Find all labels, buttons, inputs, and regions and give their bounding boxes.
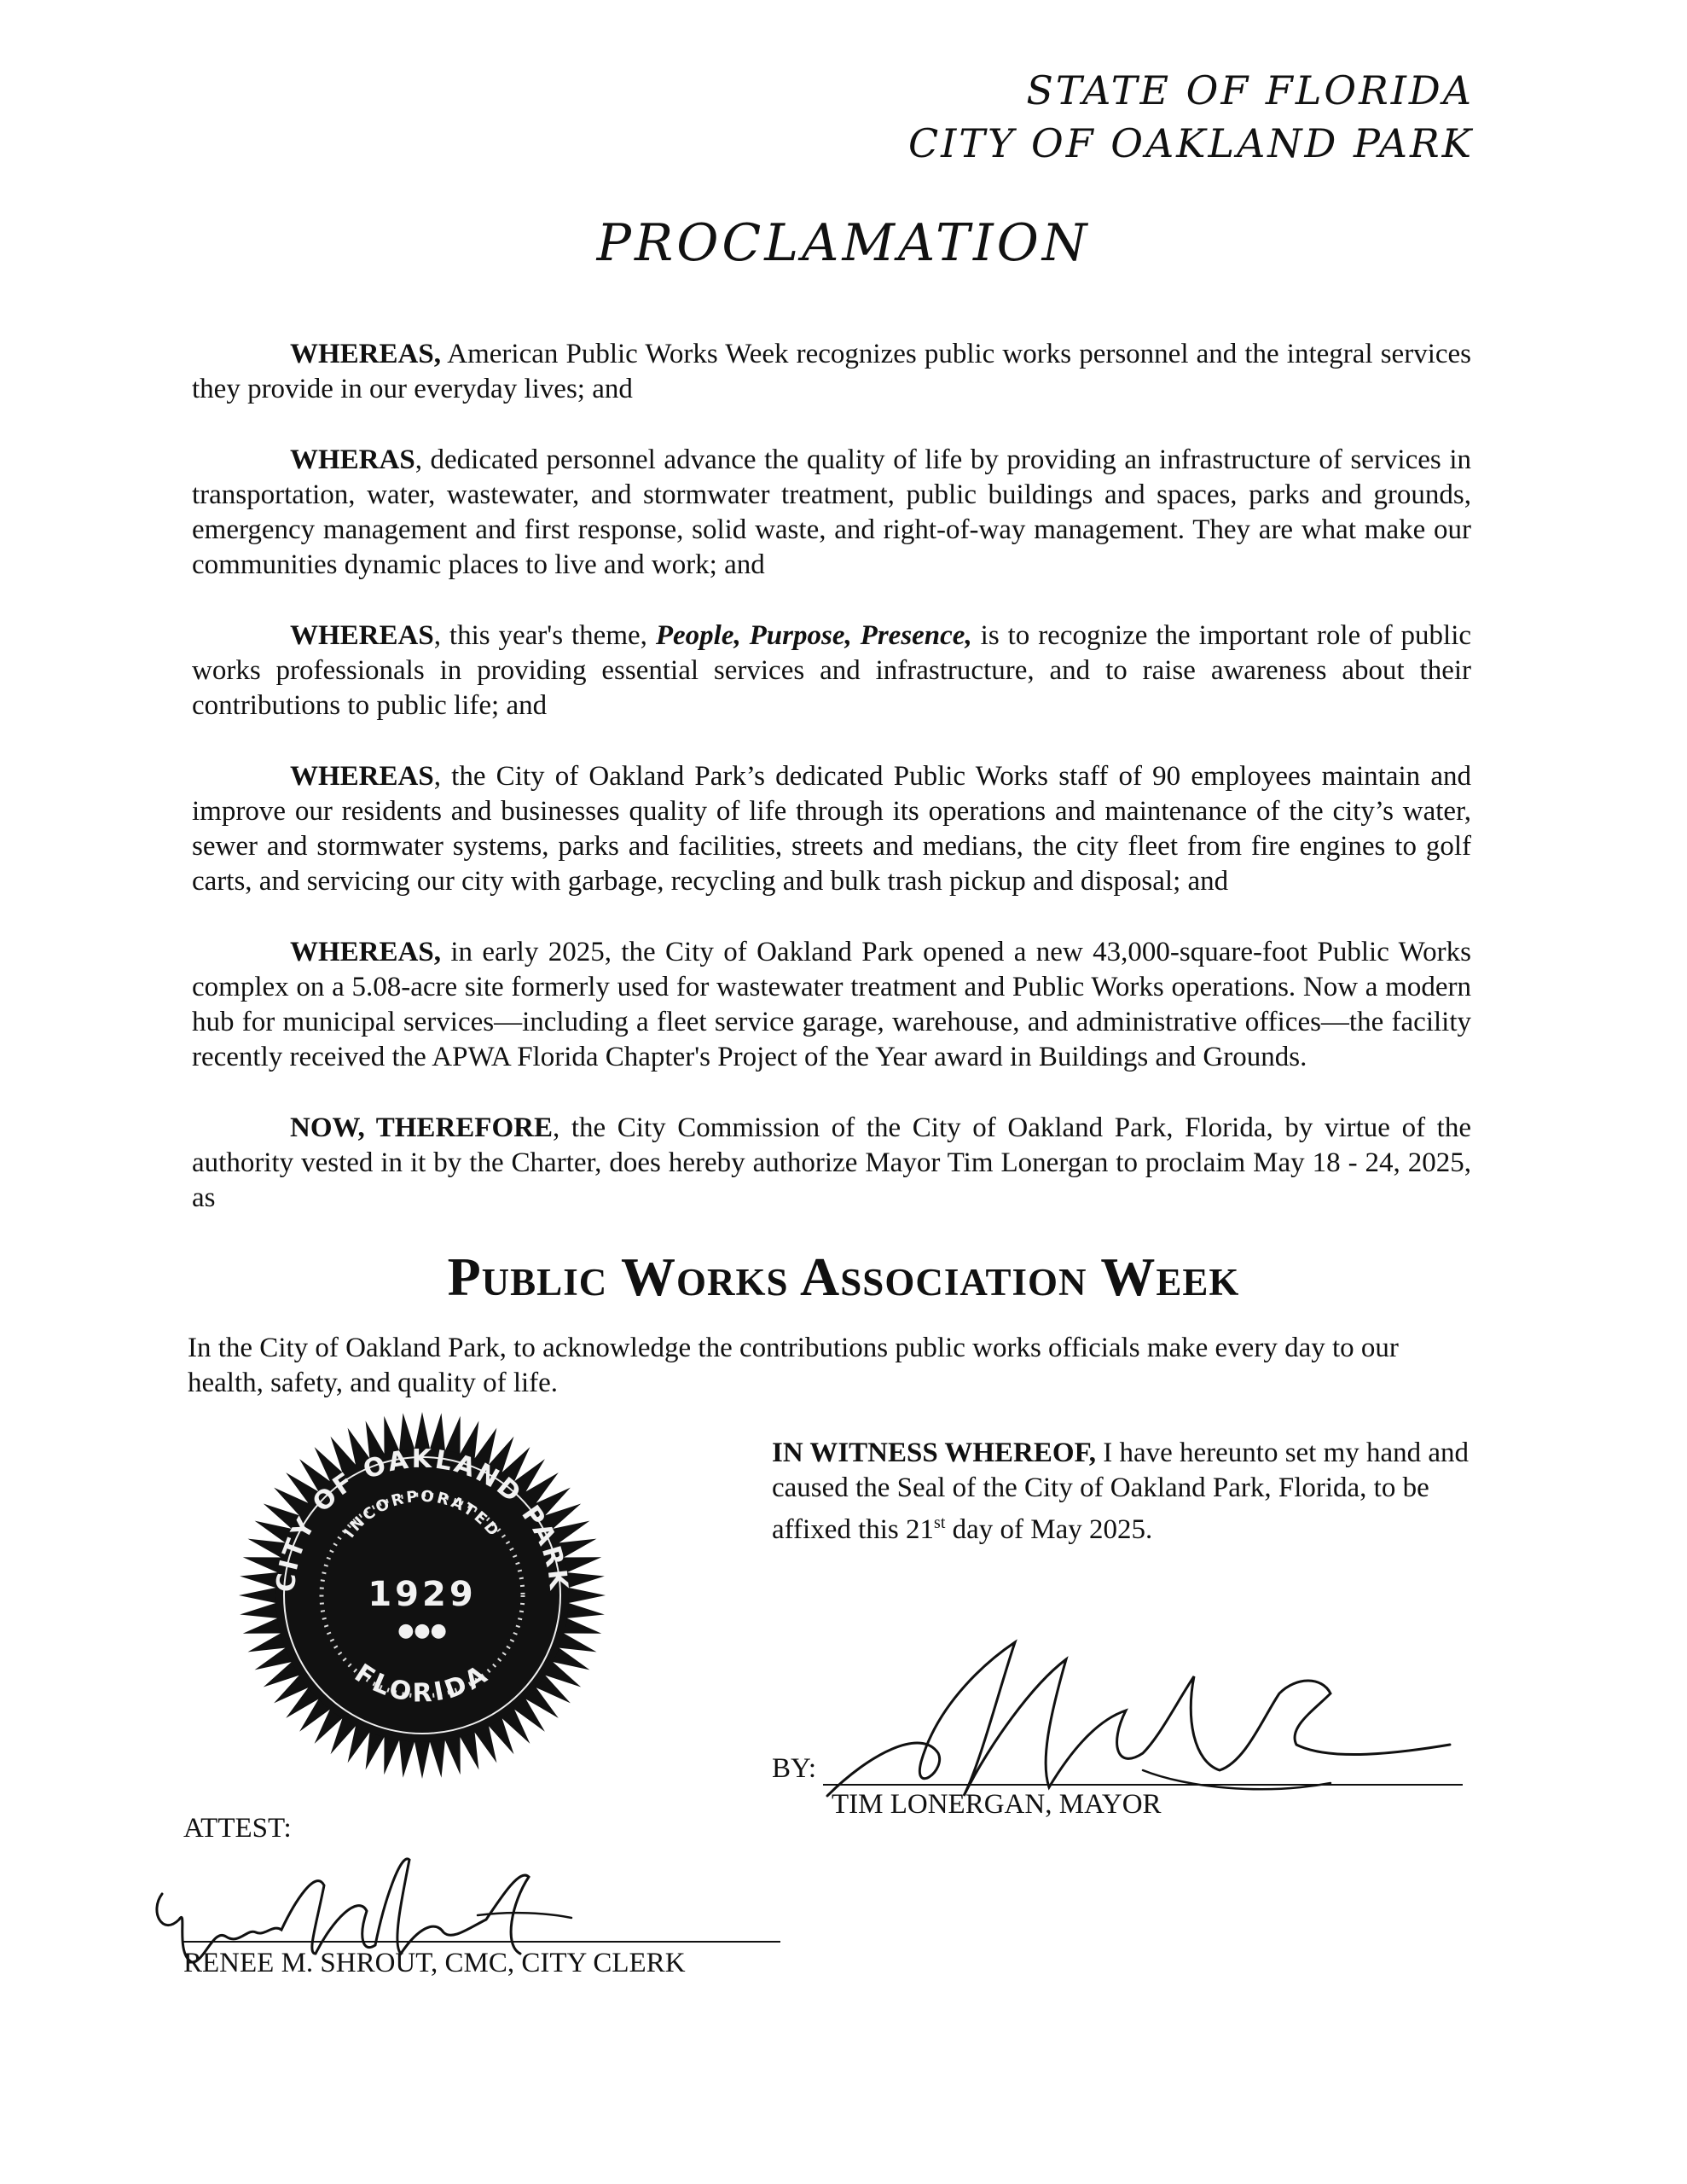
whereas-paragraph-2	[192, 443, 1471, 583]
whereas-text-pre: , this year's theme,	[433, 620, 656, 651]
witness-text-1: I have hereunto set my hand and caused the Seal of the City of Oakland Park, Florida, to be affixed this 21	[772, 1438, 1470, 1545]
proclamation-title: PROCLAMATION	[596, 213, 1091, 273]
whereas-paragraph-1	[192, 337, 1471, 407]
seal-inner-text: INCORPORATED	[340, 1487, 504, 1542]
city-seal-icon	[235, 1408, 610, 1783]
whereas-text: in early 2025, the City of Oakland Park opened a new 43,000-square-foot Public Works complex on a 5.08-acre site formerly used for wastewater treatment and Public Works operations. Now a modern hub for municipal services—including a fleet service garage, warehouse, and administrative offices—the facility recently received the APWA Florida Chapter's Project of the Year award in Buildings and Grounds.	[192, 937, 1471, 1072]
witness-text-2: day of May 2025.	[945, 1514, 1153, 1545]
mayor-name: TIM LONERGAN, MAYOR	[832, 1789, 1162, 1820]
witness-statement	[772, 1436, 1471, 1548]
seal-ornament: ●●●	[397, 1620, 447, 1641]
whereas-paragraph-3	[192, 619, 1471, 723]
seal-bottom-text: FLORIDA	[349, 1658, 496, 1709]
whereas-lead: WHEREAS	[290, 620, 434, 651]
document-header	[908, 64, 1474, 170]
whereas-text: American Public Works Week recognizes public works personnel and the integral services they provide in our everyday lives; and	[192, 339, 1471, 404]
witness-ordinal-suffix: st	[934, 1513, 946, 1532]
whereas-paragraph-4	[192, 759, 1471, 899]
whereas-lead: WHEREAS,	[290, 937, 441, 967]
clerk-name: RENEE M. SHROUT, CMC, CITY CLERK	[183, 1948, 686, 1978]
state-heading: STATE OF FLORIDA	[1026, 67, 1474, 113]
city-heading: CITY OF OAKLAND PARK	[907, 120, 1474, 167]
by-label: BY:	[772, 1753, 816, 1784]
week-title: Public Works Association Week	[447, 1246, 1240, 1307]
whereas-lead: WHEREAS	[290, 761, 434, 792]
clerk-signature-icon	[145, 1834, 623, 1979]
theme-text: People, Purpose, Presence,	[655, 620, 972, 651]
mayor-signature-icon	[819, 1625, 1467, 1830]
whereas-text: , dedicated personnel advance the quality of life by providing an infrastructure of services in transportation, water, wastewater, and stormwater treatment, public buildings and spaces, parks and grounds, emergency management and first response, solid waste, and right-of-way management. They are what make our communities dynamic places to live and work; and	[192, 444, 1471, 580]
seal-year: 1929	[368, 1575, 477, 1614]
attest-label: ATTEST:	[183, 1813, 292, 1844]
whereas-text: , the City of Oakland Park’s dedicated Public Works staff of 90 employees maintain and improve our residents and businesses quality of life through its operations and maintenance of the city’s water, sewer and stormwater systems, parks and facilities, streets and medians, the city fleet from fire engines to golf carts, and servicing our city with garbage, recycling and bulk trash pickup and disposal; and	[192, 761, 1471, 897]
whereas-lead: WHEREAS,	[290, 339, 441, 369]
proclamation-body	[192, 337, 1471, 1252]
now-therefore-text: , the City Commission of the City of Oakland Park, Florida, by virtue of the authority vested in it by the Charter, does hereby authorize Mayor Tim Lonergan to proclaim May 18 - 24, 2025, as	[192, 1112, 1471, 1213]
witness-lead: IN WITNESS WHEREOF,	[772, 1438, 1096, 1468]
now-therefore-paragraph	[192, 1111, 1471, 1216]
whereas-paragraph-5	[192, 935, 1471, 1075]
whereas-text-post: is to recognize the important role of public works professionals in providing essential services and infrastructure, and to raise awareness about their contributions to public life; and	[192, 620, 1472, 721]
whereas-lead: WHERAS	[290, 444, 415, 475]
seal-outer-text: CITY OF OAKLAND PARK	[270, 1443, 574, 1594]
now-therefore-lead: NOW, THEREFORE	[290, 1112, 553, 1143]
acknowledgement-text: In the City of Oakland Park, to acknowledge the contributions public works officials make every day to our health, safety, and quality of life.	[188, 1333, 1399, 1398]
